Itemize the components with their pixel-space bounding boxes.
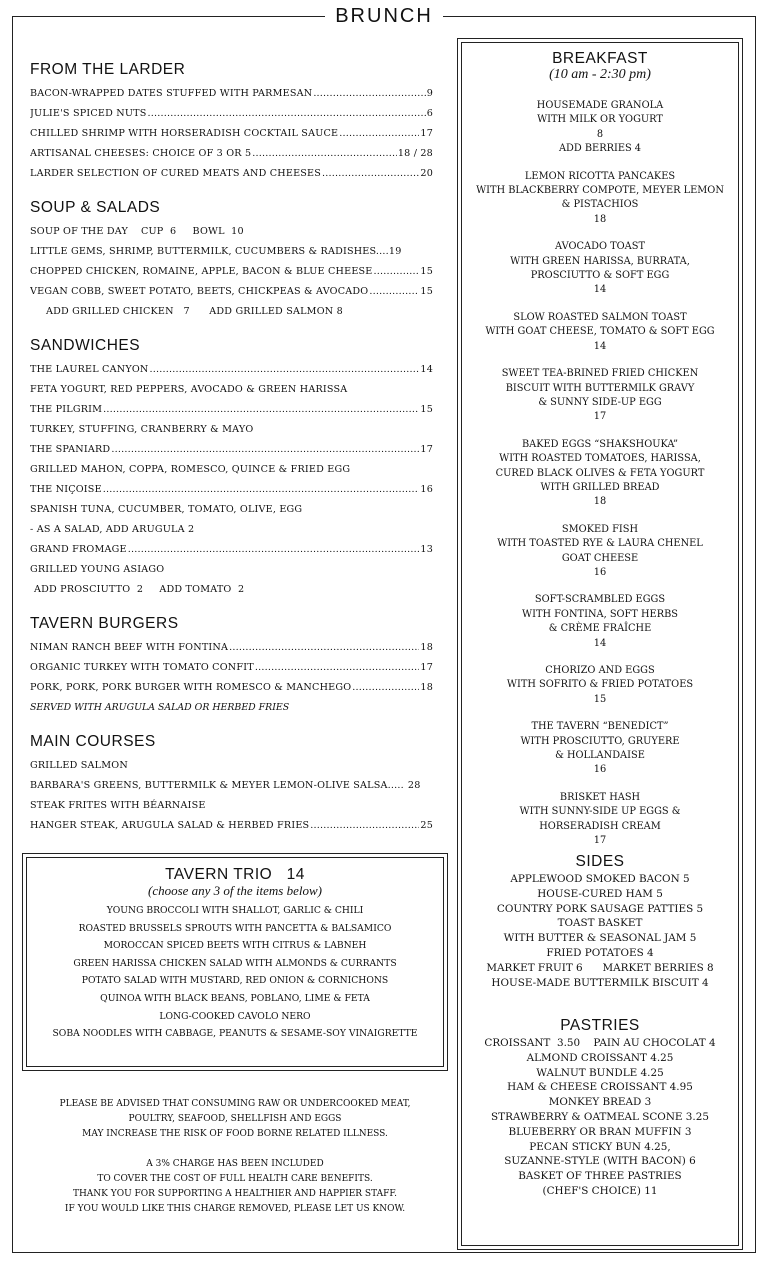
- trio-item: GREEN HARISSA CHICKEN SALAD WITH ALMONDS & CURRANTS: [73, 957, 397, 969]
- breakfast-item-detail: WITH BLACKBERRY COMPOTE, MEYER LEMON: [476, 185, 724, 197]
- breakfast-item-detail: ADD BERRIES 4: [558, 143, 642, 155]
- breakfast-item-detail: WITH SOFRITO & FRIED POTATOES: [506, 679, 694, 691]
- dot-leader: [111, 440, 419, 460]
- menu-item-price: 9: [426, 88, 433, 99]
- soup-of-day: SOUP OF THE DAY CUP 6 BOWL 10: [30, 226, 244, 237]
- section-sandwiches: [30, 336, 433, 600]
- pastry-item: STRAWBERRY & OATMEAL SCONE 3.25: [491, 1110, 709, 1123]
- menu-item-name: LARDER SELECTION OF CURED MEATS AND CHEESES: [30, 168, 322, 179]
- menu-item-price: 18: [420, 682, 433, 693]
- dot-leader: [374, 262, 420, 282]
- breakfast-item-detail: BISCUIT WITH BUTTERMILK GRAVY: [505, 382, 695, 394]
- trio-item: QUINOA WITH BLACK BEANS, POBLANO, LIME & FETA: [100, 992, 370, 1004]
- dot-leader: [369, 282, 419, 302]
- dot-leader: [313, 84, 425, 104]
- breakfast-item-name: SWEET TEA-BRINED FRIED CHICKEN: [501, 368, 699, 380]
- breakfast-item-detail: 17: [593, 835, 607, 847]
- side-item: HOUSE-MADE BUTTERMILK BISCUIT 4: [491, 976, 709, 989]
- dot-leader: [229, 638, 419, 658]
- dot-leader: [128, 540, 420, 560]
- menu-item-price: 14: [420, 364, 433, 375]
- disclaimer-line: MAY INCREASE THE RISK OF FOOD BORNE RELATED ILLNESS.: [82, 1129, 388, 1139]
- salad-addons: ADD GRILLED CHICKEN 7 ADD GRILLED SALMON 8: [46, 306, 343, 317]
- breakfast-item: [462, 523, 738, 581]
- breakfast-item-name: LEMON RICOTTA PANCAKES: [524, 170, 676, 182]
- menu-item: [30, 360, 433, 380]
- breakfast-item-detail: 14: [593, 637, 607, 649]
- pastry-item: CROISSANT 3.50 PAIN AU CHOCOLAT 4: [484, 1037, 716, 1049]
- breakfast-item: [462, 438, 738, 510]
- dot-leader: [310, 816, 419, 836]
- section-heading: MAIN COURSES: [30, 733, 156, 750]
- breakfast-item-detail: 16: [593, 566, 607, 578]
- menu-item-name: CHOPPED CHICKEN, ROMAINE, APPLE, BACON & BLUE CHEESE: [30, 266, 373, 277]
- breakfast-item: [462, 593, 738, 651]
- menu-item-price: 17: [420, 444, 433, 455]
- menu-item: [30, 262, 433, 282]
- side-item: MARKET FRUIT 6 MARKET BERRIES 8: [486, 961, 714, 974]
- breakfast-item-detail: 17: [593, 411, 607, 423]
- menu-item-name: STEAK FRITES WITH BÉARNAISE: [30, 800, 206, 811]
- trio-item: LONG-COOKED CAVOLO NERO: [159, 1010, 311, 1022]
- menu-item-price: 25: [420, 820, 433, 831]
- trio-item: POTATO SALAD WITH MUSTARD, RED ONION & CORNICHONS: [81, 975, 389, 987]
- breakfast-item-name: HOUSEMADE GRANOLA: [536, 100, 664, 111]
- menu-item: [30, 816, 433, 836]
- breakfast-heading: BREAKFAST: [552, 50, 648, 67]
- page-title: BRUNCH: [325, 5, 443, 27]
- breakfast-item-detail: PROSCIUTTO & SOFT EGG: [530, 270, 670, 282]
- sides-heading: SIDES: [575, 853, 625, 870]
- breakfast-item-detail: 15: [593, 693, 607, 705]
- disclaimer-line: POULTRY, SEAFOOD, SHELLFISH AND EGGS: [128, 1114, 342, 1124]
- menu-item-price: 15: [420, 266, 433, 277]
- breakfast-item-detail: 8: [596, 128, 604, 140]
- menu-item-name: ORGANIC TURKEY WITH TOMATO CONFIT: [30, 662, 254, 673]
- section-heading: FROM THE LARDER: [30, 61, 186, 78]
- menu-item-desc: ADD PROSCIUTTO 2 ADD TOMATO 2: [34, 584, 245, 595]
- menu-item-name: PORK, PORK, PORK BURGER WITH ROMESCO & MANCHEGO: [30, 682, 352, 693]
- menu-item-price: 17: [420, 128, 433, 139]
- pastry-item: MONKEY BREAD 3: [548, 1096, 652, 1109]
- breakfast-item-detail: HORSERADISH CREAM: [539, 820, 661, 832]
- disclaimer-line: IF YOU WOULD LIKE THIS CHARGE REMOVED, PLEASE LET US KNOW.: [64, 1204, 406, 1214]
- menu-item: [30, 242, 433, 262]
- menu-item-desc: BARBARA'S GREENS, BUTTERMILK & MEYER LEMON-OLIVE SALSA.....: [30, 780, 404, 791]
- side-item: HOUSE-CURED HAM 5: [537, 887, 663, 900]
- dot-leader: [150, 360, 420, 380]
- disclaimer-line: A 3% CHARGE HAS BEEN INCLUDED: [146, 1159, 324, 1169]
- breakfast-item-name: SLOW ROASTED SALMON TOAST: [513, 311, 687, 323]
- menu-item: [30, 440, 433, 460]
- pastries-section: [462, 1017, 738, 1199]
- breakfast-item-detail: 18: [593, 213, 607, 225]
- pastry-item: BLUEBERRY OR BRAN MUFFIN 3: [508, 1125, 692, 1138]
- trio-item: YOUNG BROCCOLI WITH SHALLOT, GARLIC & CHILI: [106, 905, 364, 916]
- menu-item-name: THE PILGRIM: [30, 404, 103, 415]
- menu-item-name: VEGAN COBB, SWEET POTATO, BEETS, CHICKPEAS & AVOCADO: [30, 286, 369, 297]
- menu-item-name: NIMAN RANCH BEEF WITH FONTINA: [30, 642, 229, 653]
- breakfast-item-detail: 16: [593, 764, 607, 776]
- side-item: FRIED POTATOES 4: [546, 946, 654, 959]
- tavern-trio-inner: [26, 857, 444, 1067]
- menu-item: [30, 124, 433, 144]
- menu-item-name: CHILLED SHRIMP WITH HORSERADISH COCKTAIL SAUCE: [30, 128, 339, 139]
- breakfast-item-detail: WITH MILK OR YOGURT: [537, 114, 663, 126]
- side-item: COUNTRY PORK SAUSAGE PATTIES 5: [496, 902, 704, 915]
- menu-item-name: THE LAUREL CANYON: [30, 364, 149, 375]
- breakfast-item-detail: WITH GOAT CHEESE, TOMATO & SOFT EGG: [485, 326, 715, 338]
- side-item: APPLEWOOD SMOKED BACON 5: [510, 873, 690, 885]
- dot-leader: [255, 658, 420, 678]
- section-mains: [30, 732, 433, 836]
- breakfast-item-detail: CURED BLACK OLIVES & FETA YOGURT: [495, 467, 705, 479]
- trio-item: MOROCCAN SPICED BEETS WITH CITRUS & LABNEH: [103, 940, 367, 952]
- section-heading: SOUP & SALADS: [30, 199, 161, 216]
- pastry-item: WALNUT BUNDLE 4.25: [536, 1066, 664, 1079]
- dot-leader: [252, 144, 397, 164]
- breakfast-item: [462, 720, 738, 778]
- breakfast-item-detail: WITH ROASTED TOMATOES, HARISSA,: [499, 453, 701, 465]
- trio-heading: TAVERN TRIO 14: [165, 866, 305, 883]
- menu-item: [30, 638, 433, 658]
- pastries-heading: PASTRIES: [560, 1017, 640, 1034]
- breakfast-item-detail: 14: [593, 284, 607, 296]
- breakfast-item-detail: 14: [593, 340, 607, 352]
- menu-item: [30, 678, 433, 698]
- tavern-trio-box: [22, 853, 448, 1071]
- menu-item-desc: SPANISH TUNA, CUCUMBER, TOMATO, OLIVE, EGG: [30, 504, 303, 515]
- menu-item: [30, 400, 433, 420]
- menu-item: [30, 540, 433, 560]
- dot-leader: [148, 104, 426, 124]
- menu-item-price: 16: [420, 484, 433, 495]
- menu-item-name: GRAND FROMAGE: [30, 544, 127, 555]
- menu-item: [30, 658, 433, 678]
- pastry-item: (CHEF'S CHOICE) 11: [542, 1184, 658, 1197]
- breakfast-item-detail: WITH FONTINA, SOFT HERBS: [522, 608, 678, 620]
- menu-item-name: JULIE'S SPICED NUTS: [30, 108, 147, 119]
- breakfast-item-detail: & CRÈME FRAÎCHE: [548, 623, 652, 635]
- trio-item: ROASTED BRUSSELS SPROUTS WITH PANCETTA & BALSAMICO: [78, 922, 392, 934]
- disclaimer-line: PLEASE BE ADVISED THAT CONSUMING RAW OR UNDERCOOKED MEAT,: [59, 1099, 411, 1109]
- menu-item-name: LITTLE GEMS, SHRIMP, BUTTERMILK, CUCUMBERS & RADISHES....19: [30, 246, 402, 257]
- left-column: [30, 60, 433, 850]
- side-item: TOAST BASKET: [557, 917, 643, 930]
- breakfast-item-detail: GOAT CHEESE: [561, 552, 639, 564]
- burger-note: SERVED WITH ARUGULA SALAD OR HERBED FRIES: [30, 702, 290, 713]
- menu-item-price: 17: [420, 662, 433, 673]
- menu-item-price: 6: [426, 108, 433, 119]
- breakfast-hours: (10 am - 2:30 pm): [549, 67, 651, 82]
- menu-item-price: 18 / 28: [397, 148, 433, 159]
- menu-item-name: ARTISANAL CHEESES: CHOICE OF 3 OR 5: [30, 148, 252, 159]
- menu-item: [30, 480, 433, 500]
- menu-item-desc: GRILLED YOUNG ASIAGO: [30, 564, 165, 575]
- pastry-item: BASKET OF THREE PASTRIES: [518, 1170, 682, 1183]
- menu-item-price: 15: [420, 286, 433, 297]
- breakfast-item-detail: 18: [593, 496, 607, 508]
- breakfast-item: [462, 99, 738, 157]
- breakfast-item: [462, 367, 738, 425]
- breakfast-item-detail: WITH SUNNY-SIDE UP EGGS &: [519, 806, 681, 818]
- breakfast-panel: [457, 38, 743, 1250]
- breakfast-item-detail: & PISTACHIOS: [561, 199, 639, 211]
- menu-item-price: 28: [407, 780, 421, 791]
- breakfast-header: [462, 50, 738, 83]
- menu-item-price: 15: [420, 404, 433, 415]
- breakfast-item: [462, 311, 738, 354]
- trio-item: SOBA NOODLES WITH CABBAGE, PEANUTS & SESAME-SOY VINAIGRETTE: [52, 1028, 418, 1040]
- breakfast-item-name: CHORIZO AND EGGS: [545, 665, 655, 676]
- dot-leader: [103, 480, 420, 500]
- menu-item-desc: - AS A SALAD, ADD ARUGULA 2: [30, 524, 195, 535]
- disclaimer-line: THANK YOU FOR SUPPORTING A HEALTHIER AND HAPPIER STAFF.: [72, 1189, 398, 1199]
- disclaimer-line: TO COVER THE COST OF FULL HEALTH CARE BENEFITS.: [97, 1174, 373, 1184]
- title-bar: [0, 5, 768, 27]
- menu-item: [30, 144, 433, 164]
- menu-item-price: 13: [420, 544, 433, 555]
- section-soups: [30, 198, 433, 322]
- menu-item-desc: FETA YOGURT, RED PEPPERS, AVOCADO & GREEN HARISSA: [30, 384, 348, 395]
- disclaimer: [22, 1097, 448, 1217]
- menu-item-desc: GRILLED MAHON, COPPA, ROMESCO, QUINCE & FRIED EGG: [30, 464, 351, 475]
- menu-item-name: THE NIÇOISE: [30, 484, 102, 495]
- breakfast-item: [462, 791, 738, 849]
- sides-section: [462, 853, 738, 990]
- breakfast-item-name: SMOKED FISH: [561, 523, 639, 535]
- breakfast-item-name: BRISKET HASH: [559, 791, 641, 803]
- breakfast-item-detail: WITH TOASTED RYE & LAURA CHENEL: [497, 538, 703, 550]
- section-heading: SANDWICHES: [30, 337, 141, 354]
- breakfast-item-name: SOFT-SCRAMBLED EGGS: [534, 594, 666, 606]
- dot-leader: [352, 678, 419, 698]
- dot-leader: [322, 164, 419, 184]
- breakfast-item-detail: WITH GRILLED BREAD: [540, 481, 660, 493]
- breakfast-item-name: THE TAVERN “BENEDICT”: [531, 721, 669, 733]
- dot-leader: [339, 124, 419, 144]
- menu-item-name: BACON-WRAPPED DATES STUFFED WITH PARMESAN: [30, 88, 313, 99]
- menu-item: [30, 84, 433, 104]
- pastry-item: PECAN STICKY BUN 4.25,: [529, 1140, 671, 1153]
- breakfast-item-detail: WITH PROSCIUTTO, GRUYERE: [520, 735, 680, 747]
- menu-item-desc: HANGER STEAK, ARUGULA SALAD & HERBED FRIES: [30, 820, 310, 831]
- side-item: WITH BUTTER & SEASONAL JAM 5: [503, 932, 697, 945]
- menu-item: [30, 104, 433, 124]
- breakfast-item: [462, 170, 738, 228]
- pastry-item: HAM & CHEESE CROISSANT 4.95: [507, 1081, 693, 1094]
- breakfast-item-name: AVOCADO TOAST: [555, 241, 645, 253]
- menu-item-name: THE SPANIARD: [30, 444, 111, 455]
- breakfast-item: [462, 664, 738, 707]
- menu-item-price: 20: [420, 168, 433, 179]
- trio-subheading: (choose any 3 of the items below): [147, 883, 322, 898]
- breakfast-item-name: BAKED EGGS “SHAKSHOUKA”: [521, 438, 679, 450]
- section-larder: [30, 60, 433, 184]
- menu-item: [30, 164, 433, 184]
- pastry-item: SUZANNE-STYLE (WITH BACON) 6: [504, 1155, 696, 1168]
- breakfast-item-detail: WITH GREEN HARISSA, BURRATA,: [510, 255, 690, 267]
- dot-leader: [103, 400, 419, 420]
- breakfast-panel-inner: [461, 42, 739, 1246]
- menu-item: [30, 282, 433, 302]
- pastry-item: ALMOND CROISSANT 4.25: [526, 1051, 674, 1064]
- breakfast-list: [462, 99, 738, 861]
- menu-item-name: GRILLED SALMON: [30, 760, 128, 771]
- breakfast-item-detail: & SUNNY SIDE-UP EGG: [538, 396, 662, 408]
- menu-item-price: 18: [420, 642, 433, 653]
- section-heading: TAVERN BURGERS: [30, 615, 179, 632]
- breakfast-item-detail: & HOLLANDAISE: [555, 750, 645, 762]
- menu-item: [30, 776, 433, 796]
- section-burgers: [30, 614, 433, 718]
- breakfast-item: [462, 240, 738, 298]
- menu-item-desc: TURKEY, STUFFING, CRANBERRY & MAYO: [30, 424, 254, 435]
